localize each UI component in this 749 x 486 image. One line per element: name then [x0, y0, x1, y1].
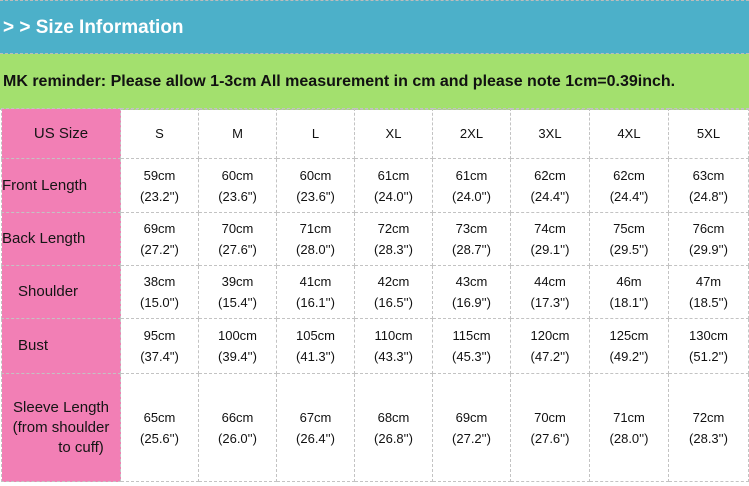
- inch-value: (45.3''): [452, 349, 491, 364]
- cm-value: 71cm: [613, 409, 645, 425]
- cm-value: 67cm: [299, 409, 332, 425]
- cm-value: 130cm: [688, 328, 729, 343]
- size-column-header: M: [199, 109, 277, 159]
- cm-value: 46m: [616, 274, 642, 289]
- inch-value: (43.3''): [374, 349, 413, 364]
- measure-cell: [277, 213, 355, 266]
- inch-value: (29.5''): [609, 242, 649, 257]
- cm-value: 47m: [695, 274, 722, 289]
- row-label-line: (from shoulder: [12, 418, 110, 436]
- inch-value: (24.4"): [609, 188, 649, 204]
- measure-cell: [199, 374, 277, 482]
- measure-cell: [277, 374, 355, 482]
- cm-value: 38cm: [143, 274, 176, 289]
- inch-value: (24.8''): [689, 188, 728, 204]
- inch-value: (28.3''): [689, 430, 728, 446]
- measure-cell: [277, 266, 355, 319]
- cm-value: 61cm: [455, 167, 488, 183]
- measure-cell: [355, 266, 433, 319]
- inch-value: (18.5''): [689, 295, 728, 310]
- row-label: Shoulder: [2, 266, 121, 319]
- measure-cell: [511, 266, 590, 319]
- measure-cell: [433, 319, 511, 374]
- inch-value: (24.4''): [530, 188, 570, 204]
- measure-cell: [121, 374, 199, 482]
- sleeve-length-row: [2, 374, 749, 482]
- measure-cell: [199, 213, 277, 266]
- inch-value: (49.2''): [609, 349, 649, 364]
- cm-value: 100cm: [217, 328, 258, 343]
- row-label: Bust: [2, 319, 121, 374]
- inch-value: (28.0''): [609, 430, 649, 446]
- inch-value: (24.0''): [452, 188, 491, 204]
- inch-value: (26.8''): [374, 430, 413, 446]
- inch-value: (24.0''): [374, 188, 413, 204]
- measure-cell: [433, 266, 511, 319]
- size-column-header: 3XL: [511, 109, 590, 159]
- inch-value: (15.0''): [140, 295, 179, 310]
- row-label-line: to cuff): [58, 438, 104, 456]
- cm-value: 44cm: [534, 274, 566, 289]
- cm-value: 120cm: [530, 328, 570, 343]
- cm-value: 75cm: [613, 221, 645, 236]
- inch-value: (23.6"): [218, 188, 257, 204]
- cm-value: 39cm: [221, 274, 254, 289]
- inch-value: (26.4''): [296, 430, 335, 446]
- measure-cell: [433, 213, 511, 266]
- cm-value: 62cm: [534, 167, 566, 183]
- inch-value: (28.0''): [296, 242, 335, 257]
- inch-value: (17.3''): [530, 295, 570, 310]
- measure-cell: [590, 266, 669, 319]
- measure-cell: [277, 319, 355, 374]
- measure-cell: [121, 159, 199, 213]
- inch-value: (28.7''): [452, 242, 491, 257]
- inch-value: (37.4"): [140, 349, 179, 364]
- measure-cell: [199, 319, 277, 374]
- cm-value: 60cm: [299, 167, 332, 183]
- inch-value: (25.6''): [140, 430, 179, 446]
- inch-value: (18.1''): [609, 295, 649, 310]
- measure-cell: [511, 159, 590, 213]
- inch-value: (29.1''): [530, 242, 570, 257]
- measure-cell: [590, 213, 669, 266]
- measure-cell: [355, 374, 433, 482]
- cm-value: 61cm: [377, 167, 410, 183]
- front-length-row: [2, 159, 749, 213]
- inch-value: (23.6"): [296, 188, 335, 204]
- measure-cell: [433, 374, 511, 482]
- cm-value: 63cm: [692, 167, 725, 183]
- inch-value: (39.4''): [218, 349, 257, 364]
- inch-value: (16.1''): [296, 295, 335, 310]
- cm-value: 69cm: [455, 409, 488, 425]
- cm-value: 41cm: [299, 274, 332, 289]
- us-size-label: US Size: [2, 109, 121, 159]
- inch-value: (41.3''): [296, 349, 335, 364]
- inch-value: (26.0''): [218, 430, 257, 446]
- cm-value: 74cm: [534, 221, 566, 236]
- cm-value: 70cm: [221, 221, 254, 236]
- cm-value: 69cm: [143, 221, 176, 236]
- inch-value: (51.2''): [689, 349, 728, 364]
- row-label: Back Length: [2, 213, 121, 266]
- inch-value: (47.2''): [530, 349, 570, 364]
- measure-cell: [511, 374, 590, 482]
- cm-value: 68cm: [377, 409, 410, 425]
- measure-cell: [511, 213, 590, 266]
- cm-value: 65cm: [143, 409, 176, 425]
- cm-value: 95cm: [143, 328, 176, 343]
- measure-cell: [121, 266, 199, 319]
- inch-value: (27.6"): [218, 242, 257, 257]
- measure-cell: [121, 213, 199, 266]
- row-label: [2, 374, 121, 482]
- size-column-header: 2XL: [433, 109, 511, 159]
- size-column-header: S: [121, 109, 199, 159]
- size-column-header: 4XL: [590, 109, 669, 159]
- size-table: [1, 108, 749, 482]
- measure-cell: [590, 374, 669, 482]
- measure-cell: [355, 159, 433, 213]
- reminder-banner: [0, 54, 749, 110]
- measure-cell: [669, 159, 749, 213]
- size-header-row: [2, 109, 749, 159]
- measure-cell: [199, 159, 277, 213]
- cm-value: 59cm: [143, 167, 176, 183]
- inch-value: (16.9''): [452, 295, 491, 310]
- measure-cell: [433, 159, 511, 213]
- inch-value: (16.5''): [374, 295, 413, 310]
- measure-cell: [669, 319, 749, 374]
- cm-value: 43cm: [455, 274, 488, 289]
- cm-value: 115cm: [452, 328, 491, 343]
- row-label-line: Sleeve Length: [13, 398, 109, 416]
- shoulder-row: [2, 266, 749, 319]
- measure-cell: [590, 159, 669, 213]
- size-column-header: XL: [355, 109, 433, 159]
- measure-cell: [277, 159, 355, 213]
- size-column-header: 5XL: [669, 109, 749, 159]
- inch-value: (29.9''): [689, 242, 728, 257]
- row-label: Front Length: [2, 159, 121, 213]
- inch-value: (27.2"): [140, 242, 179, 257]
- measure-cell: [669, 213, 749, 266]
- cm-value: 66cm: [221, 409, 254, 425]
- reminder-text: MK reminder: Please allow 1-3cm All measurement in cm and please note 1cm=0.39inch.: [3, 73, 676, 90]
- measure-cell: [355, 213, 433, 266]
- bust-row: [2, 319, 749, 374]
- cm-value: 72cm: [377, 221, 410, 236]
- cm-value: 42cm: [377, 274, 410, 289]
- measure-cell: [355, 319, 433, 374]
- section-title: > > Size Information: [3, 17, 184, 38]
- cm-value: 110cm: [374, 328, 413, 343]
- cm-value: 60cm: [221, 167, 254, 183]
- measure-cell: [590, 319, 669, 374]
- measure-cell: [669, 374, 749, 482]
- inch-value: (15.4''): [218, 295, 257, 310]
- cm-value: 76cm: [692, 221, 725, 236]
- inch-value: (27.6''): [530, 430, 570, 446]
- inch-value: (27.2''): [452, 430, 491, 446]
- cm-value: 71cm: [299, 221, 332, 236]
- measure-cell: [121, 319, 199, 374]
- inch-value: (28.3''): [374, 242, 413, 257]
- cm-value: 105cm: [295, 328, 336, 343]
- inch-value: (23.2''): [140, 188, 179, 204]
- measure-cell: [669, 266, 749, 319]
- cm-value: 62cm: [613, 167, 645, 183]
- cm-value: 70cm: [534, 409, 566, 425]
- measure-cell: [199, 266, 277, 319]
- back-length-row: [2, 213, 749, 266]
- cm-value: 73cm: [455, 221, 488, 236]
- measure-cell: [511, 319, 590, 374]
- cm-value: 125cm: [609, 328, 649, 343]
- size-column-header: L: [277, 109, 355, 159]
- cm-value: 72cm: [692, 409, 725, 425]
- size-information-banner: [0, 0, 749, 54]
